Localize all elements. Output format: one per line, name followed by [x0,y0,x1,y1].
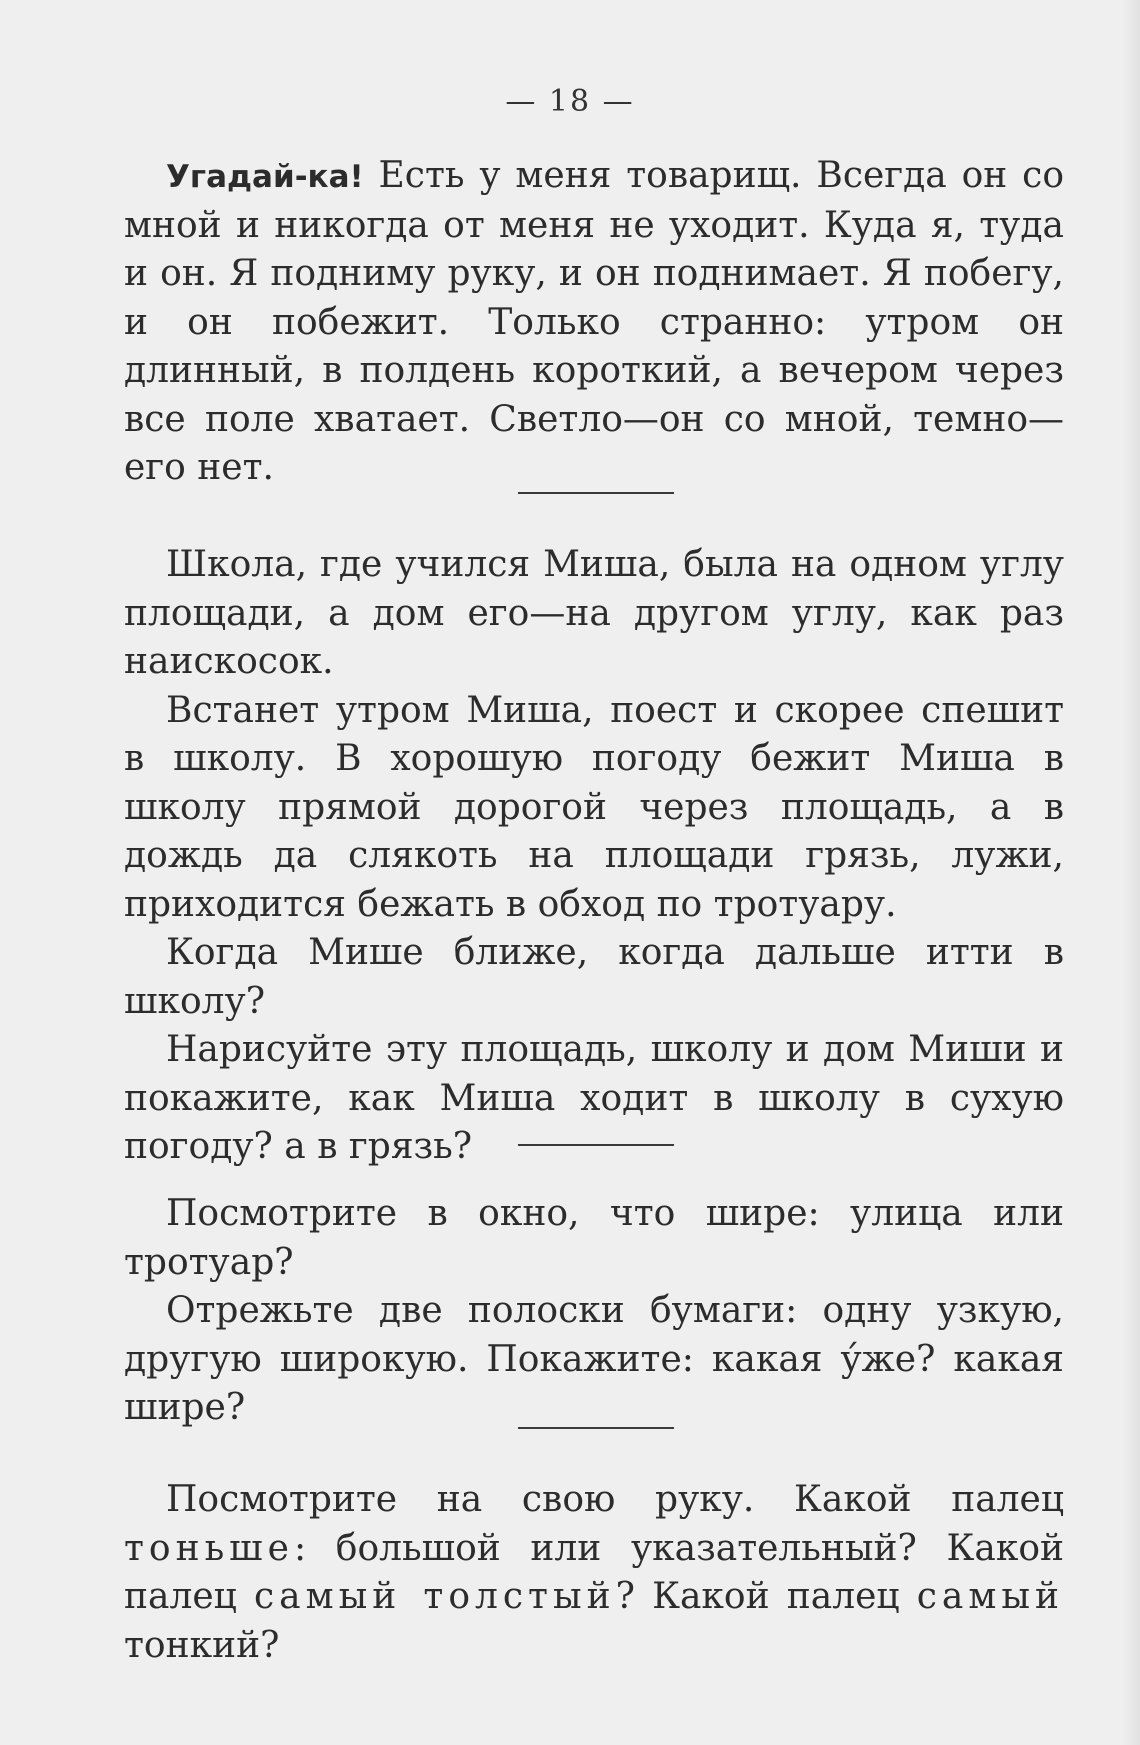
fingers-text: : большой или указательный? Какой палец [124,1527,1064,1617]
page-edge-shadow [1122,0,1140,1745]
school-section [124,541,1064,1172]
street-section [124,1190,1064,1433]
fingers-paragraph [124,1476,1064,1670]
school-paragraph: Встанет утром Миша, поест и скорее спешит в школу. В хорошую погоду бежит Миша в школу прямой дорогой через площадь, а в дождь да слякоть на площади грязь, лужи, приходится бежать в обход по тротуару. [124,689,1064,925]
riddle-text: Есть у меня товарищ. Всегда он со мной и никогда от меня не уходит. Куда я, туда и он. Я подниму руку, и он поднимает. Я побегу, и он побежит. Только странно: утром он длинный, в полдень короткий, а вечером через все поле хватает. Светло—он со мной, темно—его нет. [124,155,1064,488]
section-divider [518,492,674,494]
fingers-text: Посмотрите на свою руку. Какой палец [166,1479,1064,1520]
page-number: — 18 — [505,84,635,119]
school-paragraph: Школа, где учился Миша, была на одном углу площади, а дом его—на другом углу, как раз наискосок. [124,544,1064,682]
school-paragraph: Когда Мише ближе, когда дальше итти в школу? [124,932,1064,1022]
fingers-emphasis: тоньше [124,1527,294,1569]
section-divider [518,1427,674,1429]
fingers-emphasis: самый толстый [253,1576,616,1617]
street-paragraph: Посмотрите в окно, что шире: улица или тротуар? [124,1193,1064,1283]
fingers-text: ? Какой палец [615,1576,917,1617]
school-paragraph: Нарисуйте эту площадь, школу и дом Миши и покажите, как Миша ходит в школу в сухую погоду? а в грязь? [124,1029,1064,1167]
riddle-lead: Угадай-ка! [166,159,364,195]
fingers-text: тонкий? [124,1624,280,1666]
street-paragraph: Отрежьте две полоски бумаги: одну узкую, другую широкую. Покажите: какая у́же? какая шире? [124,1290,1064,1428]
fingers-section [124,1476,1064,1670]
riddle-paragraph [124,152,1064,493]
riddle-section [124,152,1064,493]
section-divider [518,1144,674,1146]
fingers-emphasis: самый [916,1576,1064,1617]
